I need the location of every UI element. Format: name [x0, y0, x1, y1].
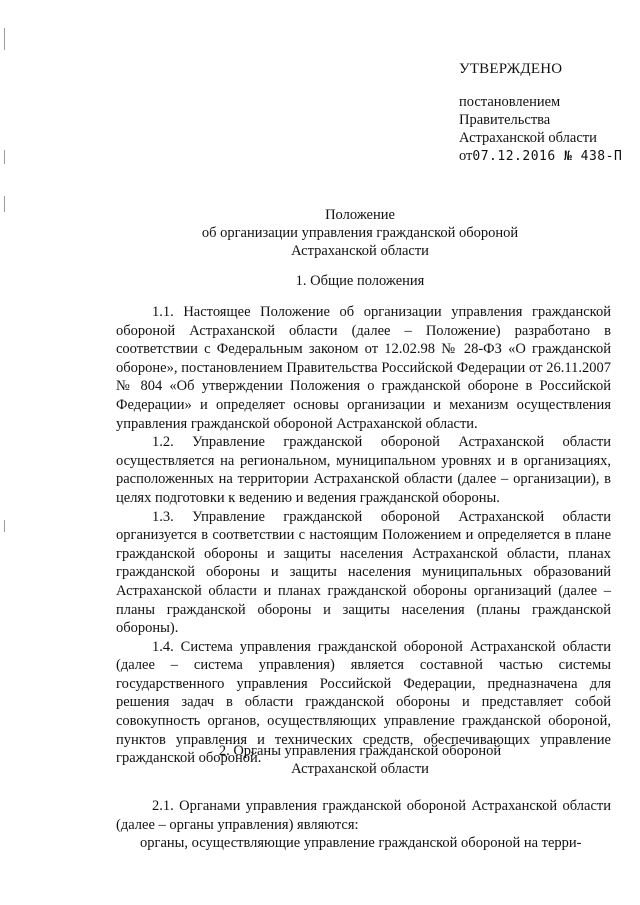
date-prefix: от	[459, 148, 473, 164]
scan-mark	[4, 28, 5, 50]
approval-line: постановлением	[459, 94, 561, 110]
section-heading	[100, 742, 620, 778]
document-title	[100, 206, 620, 260]
title-line: Положение	[325, 207, 395, 223]
scan-mark	[4, 520, 5, 532]
approval-date	[459, 147, 634, 166]
section-heading: 1. Общие положения	[295, 273, 425, 289]
approval-line: Астраханской области	[459, 130, 597, 146]
approval-heading: УТВЕРЖДЕНО	[459, 61, 563, 77]
paragraph: 1.2. Управление гражданской обороной Астраханской области осуществляется на региональном, муниципальном уровнях и в организациях, расположенных на территории Астраханской области (далее – организации), в целях подготовки к ведению и ведения гражданской обороны.	[116, 434, 611, 506]
paragraph: 1.3. Управление гражданской обороной Астраханской области организуется в соответствии с настоящим Положением и определяется в плане гражданской обороны и защиты населения Астраханской области, планах гражданской обороны и защиты населения муниципальных образований Астраханской области и планах гражданской обороны организаций (далее – планы гражданской обороны и защиты населения (планы гражданской обороны).	[116, 508, 611, 637]
date-stamp: 07.12.2016 № 438-П	[472, 149, 623, 164]
section-heading-line: 2. Органы управления гражданской обороной	[218, 743, 502, 759]
scan-mark	[4, 150, 5, 164]
approval-line: Правительства	[459, 112, 551, 128]
scan-mark	[4, 196, 5, 212]
paragraph: 1.4. Система управления гражданской обороной Астраханской области (далее – система управления) является составной частью системы государственного управления Российской Федерации, предназначена для решения задач в области гражданской обороны и представляет собой совокупность органов, осуществляющих управление гражданской обороной, пунктов управления и технических средств, обеспечивающих управление гражданской обороной.	[116, 638, 611, 767]
title-line: об организации управления гражданской обороной	[201, 225, 519, 241]
paragraph: 2.1. Органами управления гражданской обороной Астраханской области (далее – органы управления) являются:	[116, 798, 611, 833]
paragraph: 1.1. Настоящее Положение об организации управления гражданской обороной Астраханской области (далее – Положение) разработано в соответствии с Федеральным законом от 12.02.98 № 28-ФЗ «О гражданской обороне», постановлением Правительства Российской Федерации от 26.11.2007 № 804 «Об утверждении Положения о гражданской обороне в Российской Федерации» и определяет основы организации и механизм осуществления управления гражданской обороной Астраханской области.	[116, 304, 611, 432]
paragraph: органы, осуществляющие управление гражданской обороной на терри-	[140, 835, 582, 852]
title-line: Астраханской области	[291, 243, 429, 259]
section-body	[116, 797, 611, 853]
section-body	[116, 303, 611, 768]
approval-block	[459, 60, 634, 166]
scan-margin-marks	[4, 0, 8, 905]
section-heading-line: Астраханской области	[291, 761, 429, 777]
